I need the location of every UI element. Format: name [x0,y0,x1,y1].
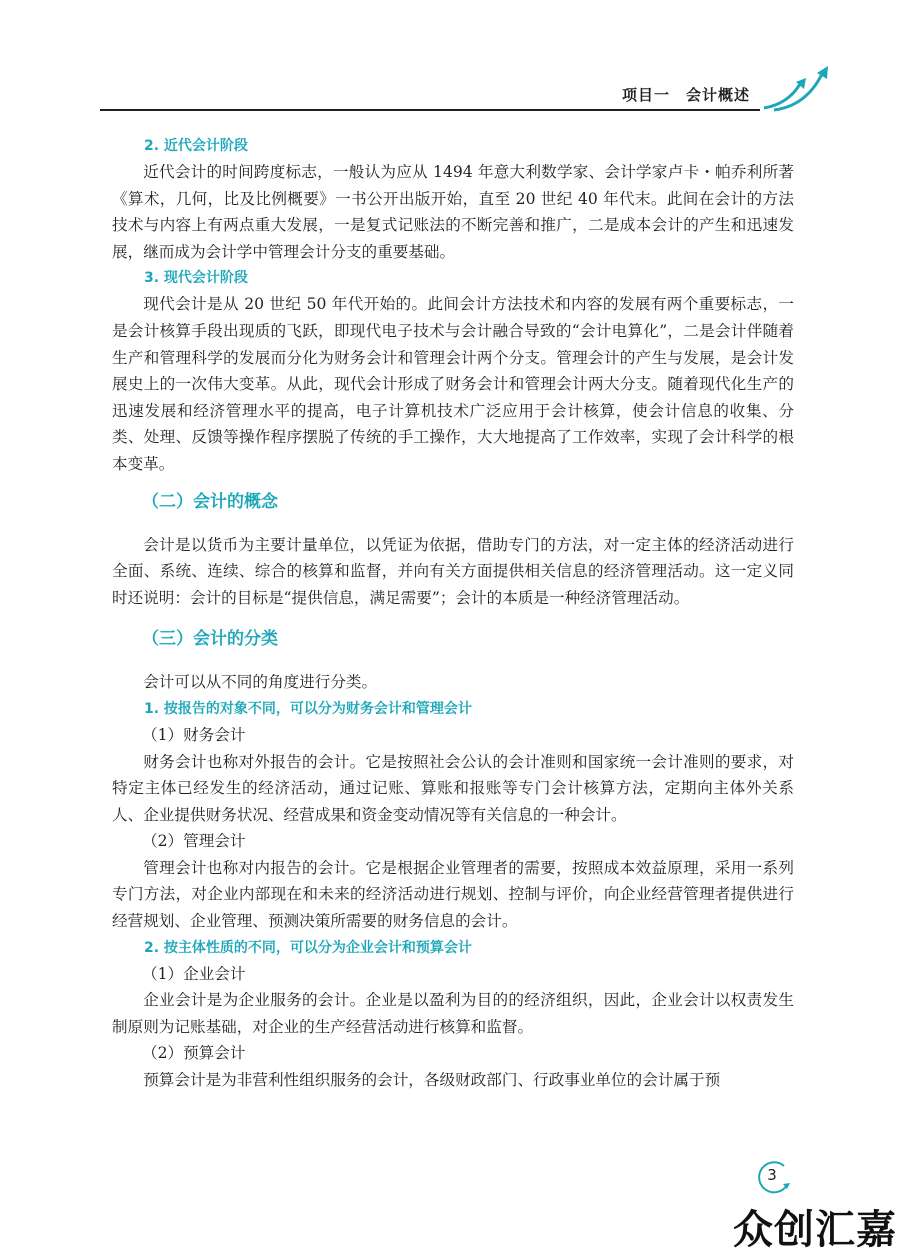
section-heading-classification: （三）会计的分类 [142,629,278,650]
paragraph-management-accounting: 管理会计也称对内报告的会计。它是根据企业管理者的需要，按照成本效益原理，采用一系列专门方法，对企业内部现在和未来的经济活动进行规划、控制与评价，向企业经营管理者提供进行经营规划、企业管理、预测决策所需要的财务信息的会计。 [112,858,794,931]
subheading-by-nature: 2. 按主体性质的不同，可以分为企业会计和预算会计 [144,939,472,956]
label-financial-accounting: （1）财务会计 [142,725,246,744]
paragraph-classification-intro: 会计可以从不同的角度进行分类。 [143,673,378,692]
paragraph-financial-accounting: 财务会计也称对外报告的会计。它是按照社会公认的会计准则和国家统一会计准则的要求，对特定主体已经发生的经济活动，通过记账、算账和报账等专门会计核算方法，定期向主体外关系人、企业提供财务状况、经营成果和资金变动情况等有关信息的一种会计。 [112,752,794,824]
section-heading-contemporary-stage: 3. 现代会计阶段 [144,270,248,287]
subheading-by-report: 1. 按报告的对象不同，可以分为财务会计和管理会计 [144,700,472,717]
page-number-badge [754,1158,794,1198]
paragraph-budget-accounting: 预算会计是为非营利性组织服务的会计，各级财政部门、行政事业单位的会计属于预 [143,1071,721,1090]
page-number: 3 [767,1166,777,1184]
watermark: 众创汇嘉 [733,1207,897,1253]
header-rule [100,109,760,111]
chapter-title: 项目一 会计概述 [621,86,750,104]
paragraph-modern-stage: 近代会计的时间跨度标志，一般认为应从 1494 年意大利数学家、会计学家卢卡・帕乔利所著《算术，几何，比及比例概要》一书公开出版开始，直至 20 世纪 40 年代末。此间在会计的方法技术与内容上有两点重大发展，一是复式记账法的不断完善和推广，二是成本会计的产生和迅速发展，继而成为会计学中管理会计分支的重要基础。 [112,163,794,261]
section-heading-modern-stage: 2. 近代会计阶段 [144,138,248,154]
page-body [112,133,794,1094]
growth-arrows-icon [760,58,840,114]
page-header [100,72,840,112]
paragraph-contemporary-stage: 现代会计是从 20 世纪 50 年代开始的。此间会计方法技术和内容的发展有两个重要标志，一是会计核算手段出现质的飞跃，即现代电子技术与会计融合导致的“会计电算化”，二是会计伴随着生产和管理科学的发展而分化为财务会计和管理会计两个分支。管理会计的产生与发展，是会计发展史上的一次伟大变革。从此，现代会计形成了财务会计和管理会计两大分支。随着现代化生产的迅速发展和经济管理水平的提高，电子计算机技术广泛应用于会计核算，使会计信息的收集、分类、处理、反馈等操作程序摆脱了传统的手工操作，大大地提高了工作效率，实现了会计科学的根本变革。 [112,295,794,473]
label-budget-accounting: （2）预算会计 [142,1044,246,1063]
label-management-accounting: （2）管理会计 [142,832,246,851]
label-enterprise-accounting: （1）企业会计 [142,964,246,983]
section-heading-concept: （二）会计的概念 [142,491,278,512]
paragraph-enterprise-accounting: 企业会计是为企业服务的会计。企业是以盈利为目的的经济组织，因此，企业会计以权责发生制原则为记账基础，对企业的生产经营活动进行核算和监督。 [112,991,794,1036]
paragraph-concept: 会计是以货币为主要计量单位，以凭证为依据，借助专门的方法，对一定主体的经济活动进行全面、系统、连续、综合的核算和监督，并向有关方面提供相关信息的经济管理活动。这一定义同时还说明：会计的目标是“提供信息，满足需要”；会计的本质是一种经济管理活动。 [112,535,794,607]
